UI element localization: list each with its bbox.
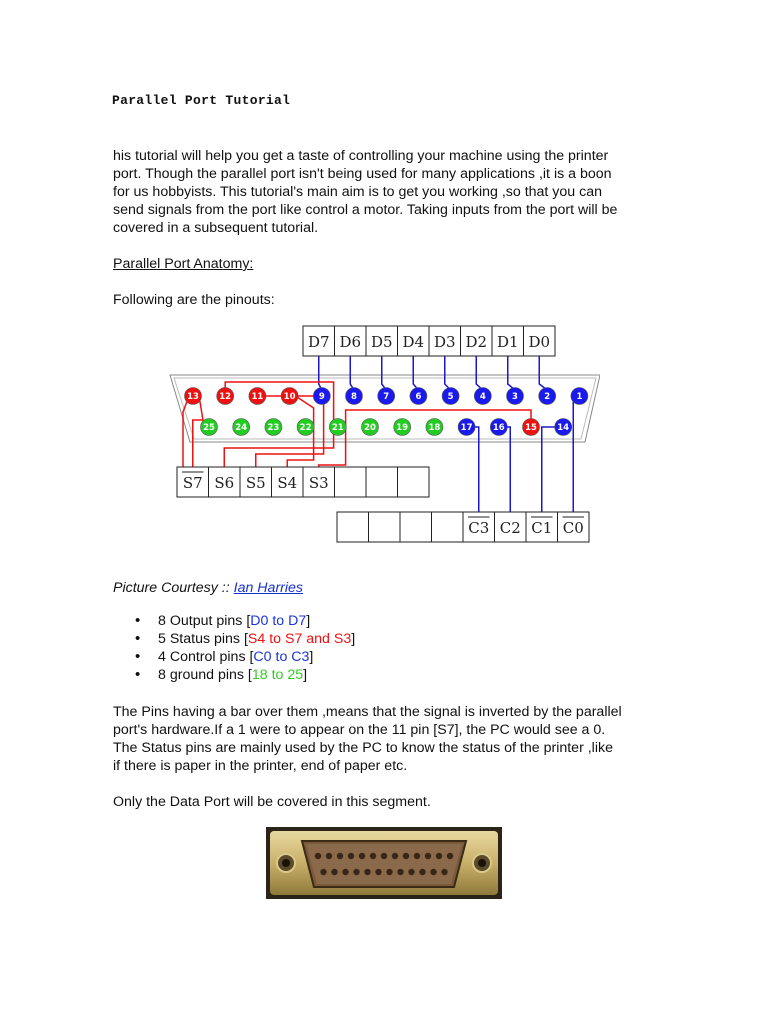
data-label-d4: D4: [402, 333, 425, 351]
pin-21-number: 21: [331, 423, 344, 434]
control-label-box: [369, 512, 401, 542]
pin-23-number: 23: [267, 423, 280, 434]
pin-9-number: 9: [318, 392, 325, 403]
status-label-box: [335, 467, 367, 497]
pin-17-number: 17: [460, 423, 473, 434]
list-item-text: 4 Control pins [: [158, 649, 254, 665]
status-label-s5: S5: [245, 474, 266, 492]
pin-summary-list: [113, 612, 355, 684]
control-label-c1: C1: [531, 519, 553, 537]
photo-hole: [326, 853, 332, 859]
photo-hole: [315, 853, 321, 859]
pin-15-number: 15: [525, 423, 537, 434]
status-label-s7: S7: [182, 474, 203, 492]
intro-line: port. Though the parallel port isn't being used for many applications ,it is a boon: [113, 166, 612, 182]
photo-hole: [436, 853, 442, 859]
list-item-text: 5 Status pins [: [158, 631, 248, 647]
intro-line: his tutorial will help you get a taste of controlling your machine using the printer: [113, 148, 609, 164]
pin-14-number: 14: [557, 423, 570, 434]
picture-courtesy: [113, 580, 303, 596]
photo-hole: [419, 869, 425, 875]
data-label-row: [303, 326, 555, 356]
photo-hole: [397, 869, 403, 875]
pin-2-number: 2: [544, 392, 551, 403]
control-label-box: [432, 512, 464, 542]
list-item-highlight: D0 to D7: [250, 613, 307, 629]
bar-paragraph: [113, 703, 673, 775]
data-label-d3: D3: [433, 333, 456, 351]
photo-hole: [359, 853, 365, 859]
status-label-row: [177, 467, 429, 497]
parallel-port-pinout-diagram: [160, 322, 600, 550]
status-label-s3: S3: [308, 474, 329, 492]
pin-24-number: 24: [235, 423, 248, 434]
pin-5-number: 5: [447, 392, 454, 403]
list-item-highlight: C0 to C3: [253, 649, 310, 665]
pin-7-number: 7: [383, 392, 390, 403]
photo-hole: [375, 869, 381, 875]
intro-paragraph: [113, 147, 673, 237]
bar-line: The Pins having a bar over them ,means that the signal is inverted by the parallel: [113, 704, 622, 720]
status-label-s4: S4: [277, 474, 298, 492]
pin-20-number: 20: [364, 423, 376, 434]
photo-hole: [403, 853, 409, 859]
control-label-c0: C0: [562, 519, 584, 537]
pin-6-number: 6: [415, 392, 422, 403]
data-label-d7: D7: [307, 333, 330, 351]
pin-13-number: 13: [187, 392, 199, 403]
pin-4-number: 4: [479, 392, 486, 403]
photo-hole: [408, 869, 414, 875]
control-label-c2: C2: [499, 519, 521, 537]
photo-hole: [364, 869, 370, 875]
pin-10-number: 10: [283, 392, 296, 403]
data-label-d6: D6: [339, 333, 362, 351]
photo-hole: [425, 853, 431, 859]
section-heading: Parallel Port Anatomy:: [113, 256, 254, 272]
list-item: [113, 666, 355, 684]
photo-hole: [447, 853, 453, 859]
pin-25-number: 25: [203, 423, 215, 434]
list-item: [113, 648, 355, 666]
photo-hole: [370, 853, 376, 859]
list-item-suffix: ]: [306, 613, 311, 629]
data-label-d1: D1: [496, 333, 519, 351]
control-label-row: [337, 512, 589, 542]
intro-line: covered in a subsequent tutorial.: [113, 220, 319, 236]
bar-line: if there is paper in the printer, end of paper etc.: [113, 758, 408, 774]
bar-line: port's hardware.If a 1 were to appear on the 11 pin [S7], the PC would see a 0.: [113, 722, 606, 738]
list-item-text: 8 Output pins [: [158, 613, 251, 629]
pin-18-number: 18: [428, 423, 441, 434]
control-label-box: [400, 512, 432, 542]
intro-line: for us hobbyists. This tutorial's main aim is to get you working ,so that you can: [113, 184, 602, 200]
list-item-highlight: 18 to 25: [251, 667, 304, 683]
photo-hole: [392, 853, 398, 859]
photo-hole: [320, 869, 326, 875]
pin-1-number: 1: [576, 392, 583, 403]
list-item-suffix: ]: [309, 649, 314, 665]
photo-hole: [414, 853, 420, 859]
data-port-note: Only the Data Port will be covered in this segment.: [113, 794, 431, 810]
data-label-d2: D2: [465, 333, 488, 351]
list-item: [113, 630, 355, 648]
photo-hole: [430, 869, 436, 875]
photo-hole: [331, 869, 337, 875]
photo-hole: [441, 869, 447, 875]
data-label-d0: D0: [528, 333, 551, 351]
control-label-c3: C3: [468, 519, 490, 537]
page-title: Parallel Port Tutorial: [112, 93, 291, 108]
bar-line: The Status pins are mainly used by the PC to know the status of the printer ,like: [113, 740, 613, 756]
status-label-s6: S6: [214, 474, 235, 492]
pin-22-number: 22: [299, 423, 312, 434]
photo-hole: [381, 853, 387, 859]
intro-line: send signals from the port like control a motor. Taking inputs from the port will be: [113, 202, 618, 218]
courtesy-prefix: Picture Courtesy ::: [113, 580, 234, 596]
photo-hole: [342, 869, 348, 875]
list-item-highlight: S4 to S7 and S3: [247, 631, 352, 647]
pin-8-number: 8: [351, 392, 357, 403]
ian-harries-link[interactable]: Ian Harries: [233, 580, 304, 596]
pinouts-intro: Following are the pinouts:: [113, 292, 275, 308]
pin-11-number: 11: [251, 392, 264, 403]
photo-hole: [386, 869, 392, 875]
list-item-suffix: ]: [351, 631, 356, 647]
list-item-suffix: ]: [303, 667, 308, 683]
photo-hole: [337, 853, 343, 859]
status-label-box: [366, 467, 398, 497]
list-item-text: 8 ground pins [: [158, 667, 252, 683]
photo-hole: [353, 869, 359, 875]
pin-3-number: 3: [512, 392, 518, 403]
data-label-d5: D5: [370, 333, 393, 351]
pin-16-number: 16: [492, 423, 505, 434]
status-label-box: [398, 467, 430, 497]
control-label-box: [337, 512, 369, 542]
db25-connector-photo: [266, 827, 502, 899]
list-item: [113, 612, 355, 630]
pin-19-number: 19: [396, 423, 409, 434]
photo-hole: [348, 853, 354, 859]
pin-12-number: 12: [219, 392, 232, 403]
